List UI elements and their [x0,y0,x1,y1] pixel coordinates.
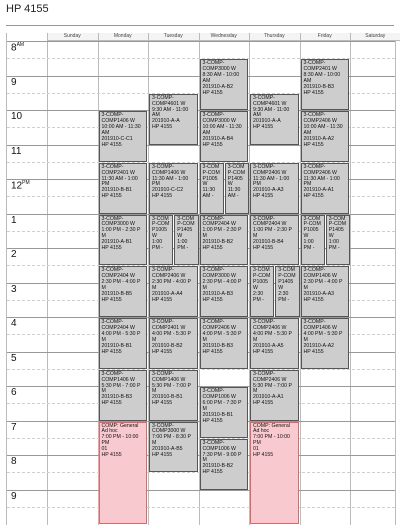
booking-text: 3-COM P-COM P1005 W 2:30 PM - [253,267,271,303]
class-booking-block[interactable] [200,59,249,110]
booking-text: 3-COM P-COM P1405 W 11:30 AM - [227,163,246,200]
booking-text: 3-COMP- COMP2406 W 5:30 PM - 7:00 P M 201910-A-A1 HP 4155 [253,370,292,407]
booking-text: 3-COMP- COMP1406 W 10:00 AM - 11:30 AM 201910-C-C1 HP 4155 [101,112,141,148]
half-hour-gridline [7,369,395,370]
hour-label: 5 [11,352,17,364]
class-booking-block[interactable] [301,111,350,162]
class-booking-block[interactable] [275,266,299,317]
day-header-saturday: Saturday [350,33,400,41]
class-booking-block[interactable] [301,318,350,369]
hour-label: 2 [11,249,17,260]
day-header-monday: Monday [98,33,149,41]
page-title: HP 4155 [6,3,49,15]
class-booking-block[interactable] [149,94,198,145]
booking-text: 3-COMP- COMP2404 W 1:00 PM - 2:30 P M 201910-B-B4 HP 4155 [253,215,292,252]
hour-suffix: PM [22,180,30,186]
booking-text: 3-COMP- COMP2406 W 10:00 AM - 11:30 AM 201910-A-A2 HP 4155 [303,112,343,148]
booking-text: COMP: General Ad hoc 7:00 PM - 10:00 PM 01 HP 4155 [101,422,139,459]
booking-text: 3-COMP- COMP2406 W 2:30 PM - 4:00 P M 201910-A-A4 HP 4155 [152,267,191,303]
booking-text: 3-COMP- COMP4601 W 9:30 AM - 11:00 AM 201910-A-A HP 4155 [152,94,189,131]
class-booking-block[interactable] [250,318,299,369]
class-booking-block[interactable] [250,94,299,145]
booking-text: 3-COMP- COMP2406 W 11:30 AM - 1:00 PM 201910-A-A1 HP 4155 [303,163,340,200]
class-booking-block[interactable] [149,266,198,317]
booking-text: 3-COM P-COM P1405 W 1:00 PM - [177,215,195,252]
booking-text: 3-COMP- COMP3000 W 8:30 AM - 10:00 AM 201910-A-B2 HP 4155 [202,60,240,96]
booking-text: 3-COMP- COMP2404 W 1:00 PM - 2:30 P M 201910-B-B2 HP 4155 [202,215,242,252]
day-header-wednesday: Wednesday [199,33,250,41]
hour-label: $8^{AM}$ [11,42,25,54]
class-booking-block[interactable] [149,215,173,266]
class-booking-block[interactable] [200,318,249,369]
class-booking-block[interactable] [200,163,224,214]
booking-text: 3-COMP- COMP1406 W 2:30 PM - 4:00 P M 201910-A-A3 HP 4155 [303,267,343,303]
class-booking-block[interactable] [200,387,249,438]
day-header-thursday: Thursday [249,33,300,41]
day-header-tuesday: Tuesday [148,33,199,41]
day-header-friday: Friday [300,33,351,41]
half-hour-gridline [7,507,395,508]
booking-text: 3-COMP- COMP2406 W 4:00 PM - 5:30 P M 201910-B-B3 HP 4155 [202,319,242,355]
booking-text: 3-COMP- COMP1406 W 4:00 PM - 5:30 P M 201910-A-A2 HP 4155 [303,319,343,355]
booking-text: 3-COMP- COMP2401 W 4:00 PM - 5:30 P M 201910-B-B2 HP 4155 [152,319,191,355]
class-booking-block[interactable] [301,163,350,214]
hour-suffix: AM [16,42,25,48]
hour-label: 10 [11,111,23,122]
class-booking-block[interactable] [250,215,299,266]
class-booking-block[interactable] [149,318,198,369]
booking-text: 3-COMP- COMP2401 W 11:30 AM - 1:00 PM 201910-B-B1 HP 4155 [101,163,138,200]
booking-text: 3-COM P-COM P1405 W 1:00 PM - [328,215,347,252]
booking-text: 3-COMP- COMP2406 W 11:30 AM - 1:00 PM 201910-A-A3 HP 4155 [253,163,290,200]
booking-text: 3-COMP- COMP3000 W 2:30 PM - 4:00 P M 201910-A-B3 HP 4155 [202,267,242,303]
booking-text: 3-COMP- COMP3000 W 1:00 PM - 2:30 P M 201910-A-B1 HP 4155 [101,215,141,252]
hour-label: 9 [11,76,17,88]
day-column-divider [350,33,351,525]
day-header-sunday: Sunday [47,33,98,41]
adhoc-booking-block[interactable] [250,422,299,525]
booking-text: 3-COM P-COM P1405 W 2:30 PM - [278,267,296,303]
day-column-divider [47,33,48,525]
booking-text: 3-COMP- COMP2401 W 8:30 AM - 10:00 AM 201910-B-B3 HP 4155 [303,60,341,96]
booking-text: 3-COMP- COMP1006 W 7:30 PM - 9:00 P M 201910-B-B2 HP 4155 [202,439,242,476]
booking-text: 3-COMP- COMP1406 W 11:30 AM - 1:00 PM 201910-C-C2 HP 4155 [152,163,189,200]
booking-text: 3-COMP- COMP1406 W 5:30 PM - 7:00 P M 201910-B-B1 HP 4155 [152,370,191,407]
class-booking-block[interactable] [99,111,148,162]
title-divider [6,25,394,26]
booking-text: 3-COM P-COM P1005 W 1:00 PM - [152,215,170,252]
class-booking-block[interactable] [99,370,148,421]
booking-text: 3-COMP- COMP3000 W 10:00 AM - 11:30 AM 201910-A-B4 HP 4155 [202,112,242,148]
booking-text: 3-COM P-COM P1005 W 11:30 AM - [202,163,220,200]
class-booking-block[interactable] [250,370,299,421]
booking-text: 3-COMP- COMP2404 W 2:30 PM - 4:00 P M 201910-B-B5 HP 4155 [101,267,141,303]
hour-gridline [7,490,395,491]
class-booking-block[interactable] [99,266,148,317]
booking-text: 3-COMP- COMP1006 W 6:00 PM - 7:30 P M 201910-B-B1 HP 4155 [202,388,242,424]
hour-label: 1 [11,214,17,226]
class-booking-block[interactable] [200,266,249,317]
hour-label: 4 [11,318,17,329]
class-booking-block[interactable] [99,163,148,214]
booking-text: 3-COMP- COMP4601 W 9:30 AM - 11:00 AM 201910-A-A HP 4155 [253,94,290,131]
hour-label: 11 [11,145,22,157]
hour-label: $12^{PM}$ [11,180,30,192]
class-booking-block[interactable] [200,215,249,266]
booking-text: 3-COMP- COMP1406 W 5:30 PM - 7:00 P M 201910-B-B3 HP 4155 [101,370,141,407]
class-booking-block[interactable] [250,266,274,317]
booking-text: 3-COMP- COMP3000 W 7:00 PM - 8:30 P M 201910-A-B5 HP 4155 [152,422,191,459]
class-booking-block[interactable] [174,215,198,266]
class-booking-block[interactable] [250,163,299,214]
class-booking-block[interactable] [99,215,148,266]
hour-label: 3 [11,283,17,295]
class-booking-block[interactable] [99,318,148,369]
booking-text: COMP: General Ad hoc 7:00 PM - 10:00 PM 01 HP 4155 [253,422,290,459]
class-booking-block[interactable] [149,163,198,214]
booking-text: 3-COMP- COMP2404 W 4:00 PM - 5:30 P M 201910-B-B1 HP 4155 [101,319,141,355]
class-booking-block[interactable] [225,163,249,214]
hour-label: 6 [11,387,17,398]
calendar-grid [6,33,396,525]
hour-label: 8 [11,456,17,467]
booking-text: 3-COM P-COM P1005 W 1:00 PM - [303,215,321,252]
class-booking-block[interactable] [301,59,350,110]
class-booking-block[interactable] [301,266,350,317]
class-booking-block[interactable] [200,439,249,490]
class-booking-block[interactable] [326,215,350,266]
booking-text: 3-COMP- COMP2406 W 4:00 PM - 5:30 P M 201910-A-A5 HP 4155 [253,319,292,355]
hour-label: 9 [11,490,17,502]
class-booking-block[interactable] [149,422,198,473]
class-booking-block[interactable] [200,111,249,162]
class-booking-block[interactable] [149,370,198,421]
class-booking-block[interactable] [301,215,325,266]
hour-label: 7 [11,421,17,433]
adhoc-booking-block[interactable] [99,422,148,525]
hour-gridline [7,41,395,42]
